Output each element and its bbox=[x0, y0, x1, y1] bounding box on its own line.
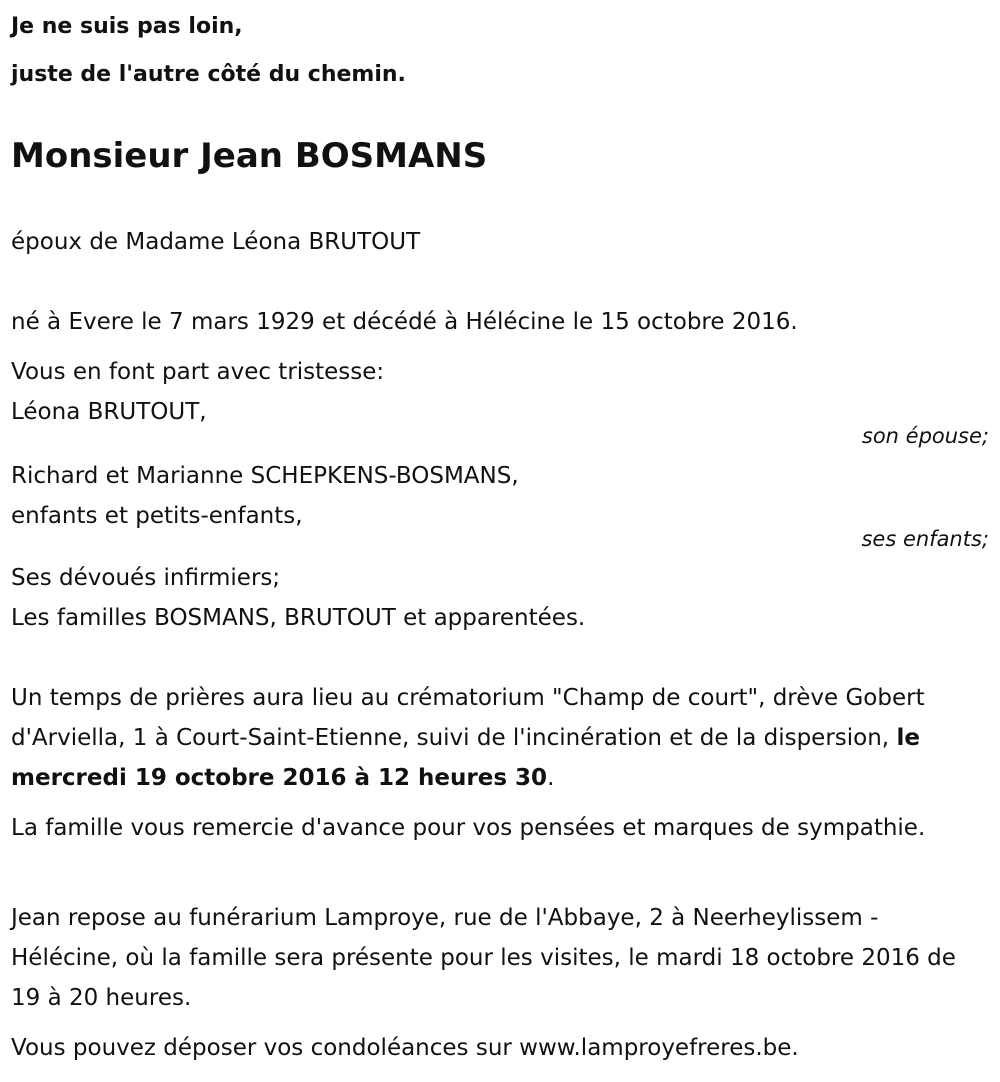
family-member-line: enfants et petits-enfants, bbox=[11, 503, 303, 529]
other-mourners-line: Ses dévoués infirmiers; bbox=[11, 565, 281, 591]
condolences-line: Vous pouvez déposer vos condoléances sur www.lamproyefreres.be. bbox=[11, 1035, 799, 1061]
family-role: ses enfants; bbox=[861, 527, 989, 551]
family-role: son épouse; bbox=[861, 424, 989, 448]
birth-death-line: né à Evere le 7 mars 1929 et décédé à Hélécine le 15 octobre 2016. bbox=[11, 309, 798, 335]
motto-line-1: Je ne suis pas loin, bbox=[11, 14, 243, 39]
family-member-line: Richard et Marianne SCHEPKENS-BOSMANS, bbox=[11, 463, 519, 489]
visitation-paragraph: Jean repose au funérarium Lamproye, rue de l'Abbaye, 2 à Neerheylissem - Hélécine, où la famille sera présente pour les visites, le mardi 18 octobre 2016 de 19 à 20 heures. bbox=[11, 905, 956, 1011]
family-member-line: Léona BRUTOUT, bbox=[11, 399, 207, 425]
announcement-intro: Vous en font part avec tristesse: bbox=[11, 359, 385, 385]
ceremony-text: Un temps de prières aura lieu au crématorium "Champ de court", drève Gobert d'Arviella, 1 à Court-Saint-Etienne, suivi de l'incinération et de la dispersion, bbox=[11, 685, 925, 751]
deceased-name: Monsieur Jean BOSMANS bbox=[11, 136, 488, 176]
other-mourners-line: Les familles BOSMANS, BRUTOUT et apparentées. bbox=[11, 605, 586, 631]
ceremony-paragraph bbox=[11, 678, 991, 798]
ceremony-end: . bbox=[547, 765, 555, 791]
thanks-paragraph: La famille vous remercie d'avance pour vos pensées et marques de sympathie. bbox=[11, 815, 926, 841]
ceremony-date: le mercredi 19 octobre 2016 à 12 heures 30 bbox=[11, 725, 920, 791]
spouse-line: époux de Madame Léona BRUTOUT bbox=[11, 229, 421, 255]
motto-line-2: juste de l'autre côté du chemin. bbox=[11, 62, 406, 87]
